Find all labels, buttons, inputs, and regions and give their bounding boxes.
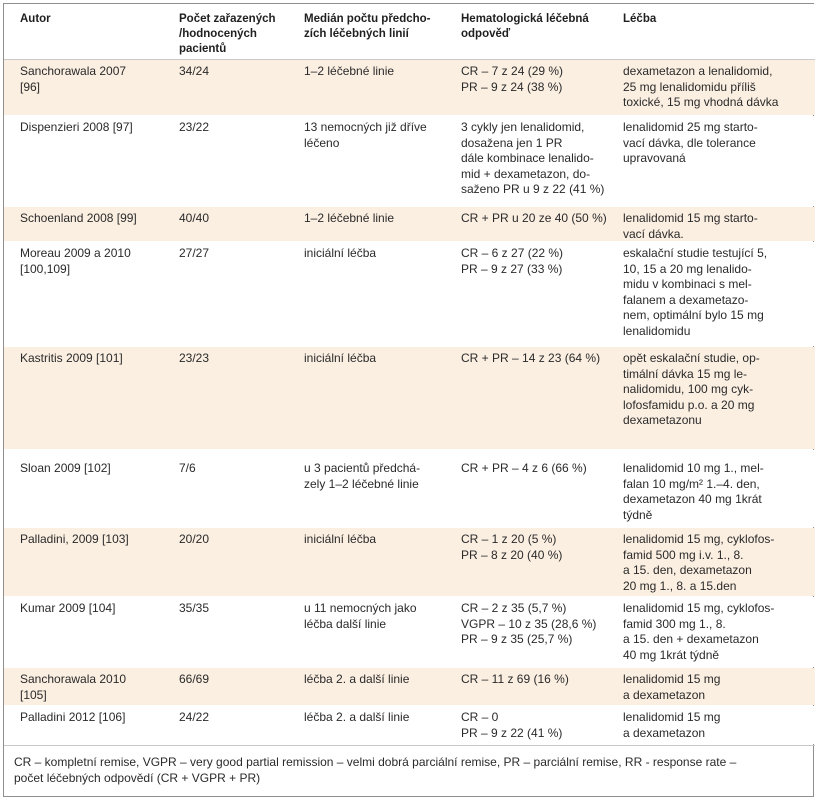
cell-treatment: dexametazon a lenalidomid, 25 mg lenalidomidu příliš toxické, 15 mg vhodná dávka: [623, 64, 779, 110]
cell-author: Kastritis 2009 [101]: [20, 351, 123, 365]
cell-prior-lines: u 3 pacientů předchá- zely 1–2 léčebné linie: [304, 461, 421, 491]
cell-treatment: lenalidomid 15 mg, cyklofos- famid 500 mg i.v. 1., 8. a 15. den, dexametazon 20 mg 1., 8. a 15.den: [623, 532, 775, 593]
cell-patients: 20/20: [179, 532, 210, 546]
cell-patients: 34/24: [179, 64, 210, 78]
header-treatment: Léčba: [623, 13, 657, 25]
cell-treatment: opět eskalační studie, op- timální dávka 15 mg le- nalidomidu, 100 mg cyk- lofosfamidu p.o. a 20 mg dexametazonu: [623, 351, 760, 428]
cell-response: CR – 1 z 20 (5 %) PR – 8 z 20 (40 %): [461, 532, 563, 562]
cell-patients: 7/6: [179, 461, 196, 475]
cell-prior-lines: 13 nemocných již dříve léčeno: [304, 120, 427, 150]
cell-patients: 40/40: [179, 211, 210, 225]
cell-response: CR – 0 PR – 9 z 22 (41 %): [461, 710, 563, 740]
table-row: [4, 347, 815, 449]
table-frame: [3, 3, 814, 797]
cell-treatment: lenalidomid 10 mg 1., mel- falan 10 mg/m² 1.–4. den, dexametazon 40 mg 1krát týdně: [623, 461, 764, 522]
cell-prior-lines: léčba 2. a další linie: [304, 710, 410, 724]
table-row: [4, 450, 815, 527]
header-prior-lines: Medián počtu předcho- zích léčebných linií: [304, 13, 431, 40]
cell-author: Schoenland 2008 [99]: [20, 211, 137, 225]
cell-treatment: lenalidomid 15 mg, cyklofos- famid 300 mg 1., 8. a 15. den + dexametazon 40 mg 1krát týdně: [623, 601, 775, 662]
cell-response: CR + PR – 4 z 6 (66 %): [461, 461, 587, 475]
cell-treatment: lenalidomid 15 mg a dexametazon: [623, 710, 721, 740]
cell-prior-lines: iniciální léčba: [304, 351, 377, 365]
cell-author: Sanchorawala 2007 [96]: [20, 64, 127, 94]
cell-treatment: eskalační studie testující 5, 10, 15 a 20 mg lenalido- midu v kombinaci s mel- falanem a dexametazo- nem, optimální bylo 15 mg lenalidomidu: [623, 246, 768, 338]
table-row: [4, 597, 815, 667]
table-row: [4, 706, 815, 744]
cell-treatment: lenalidomid 15 mg starto- vací dávka.: [623, 211, 758, 241]
table-row: [4, 207, 815, 241]
cell-patients: 66/69: [179, 672, 210, 686]
header-author: Autor: [20, 13, 51, 25]
cell-patients: 23/22: [179, 120, 210, 134]
table-row: [4, 116, 815, 206]
cell-response: CR – 11 z 69 (16 %): [461, 672, 569, 686]
cell-response: 3 cykly jen lenalidomid, dosažena jen 1 PR dále kombinace lenalido- mid + dexametazon, do- saženo PR u 9 z 22 (41 %): [461, 120, 605, 197]
cell-response: CR + PR u 20 ze 40 (50 %): [461, 211, 607, 225]
cell-patients: 27/27: [179, 246, 210, 260]
cell-prior-lines: 1–2 léčebné linie: [304, 211, 395, 225]
cell-prior-lines: iniciální léčba: [304, 532, 377, 546]
cell-response: CR – 7 z 24 (29 %) PR – 9 z 24 (38 %): [461, 64, 564, 94]
cell-author: Sloan 2009 [102]: [20, 461, 111, 475]
cell-treatment: lenalidomid 15 mg a dexametazon: [623, 672, 721, 702]
table-row: [4, 668, 815, 705]
cell-author: Palladini, 2009 [103]: [20, 532, 129, 546]
cell-prior-lines: 1–2 léčebné linie: [304, 64, 395, 78]
header-response: Hematologická léčebná odpověď: [461, 13, 589, 40]
cell-response: CR + PR – 14 z 23 (64 %): [461, 351, 601, 365]
cell-patients: 23/23: [179, 351, 210, 365]
table-row: [4, 60, 815, 115]
table-footnote: CR – kompletní remise, VGPR – very good partial remission – velmi dobrá parciální remise, PR – parciální remise, RR - response rate – počet léčebných odpovědí (CR + VGPR + PR): [14, 755, 737, 785]
cell-prior-lines: u 11 nemocných jako léčba další linie: [304, 601, 417, 631]
cell-author: Sanchorawala 2010 [105]: [20, 672, 127, 702]
table-header-row: [4, 4, 815, 60]
cell-prior-lines: léčba 2. a další linie: [304, 672, 410, 686]
cell-treatment: lenalidomid 25 mg starto- vací dávka, dle tolerance upravovaná: [623, 120, 758, 166]
cell-response: CR – 2 z 35 (5,7 %) VGPR – 10 z 35 (28,6 %) PR – 9 z 35 (25,7 %): [461, 601, 597, 647]
table-row: [4, 242, 815, 346]
table-row: [4, 528, 815, 596]
cell-prior-lines: iniciální léčba: [304, 246, 377, 260]
cell-patients: 24/22: [179, 710, 210, 724]
cell-author: Kumar 2009 [104]: [20, 601, 116, 615]
cell-response: CR – 6 z 27 (22 %) PR – 9 z 27 (33 %): [461, 246, 564, 276]
cell-author: Palladini 2012 [106]: [20, 710, 126, 724]
cell-author: Moreau 2009 a 2010 [100,109]: [20, 246, 131, 276]
header-patients: Počet zařazených /hodnocených pacientů: [179, 13, 276, 55]
cell-author: Dispenzieri 2008 [97]: [20, 120, 133, 134]
footnote-divider: [4, 745, 815, 746]
cell-patients: 35/35: [179, 601, 210, 615]
